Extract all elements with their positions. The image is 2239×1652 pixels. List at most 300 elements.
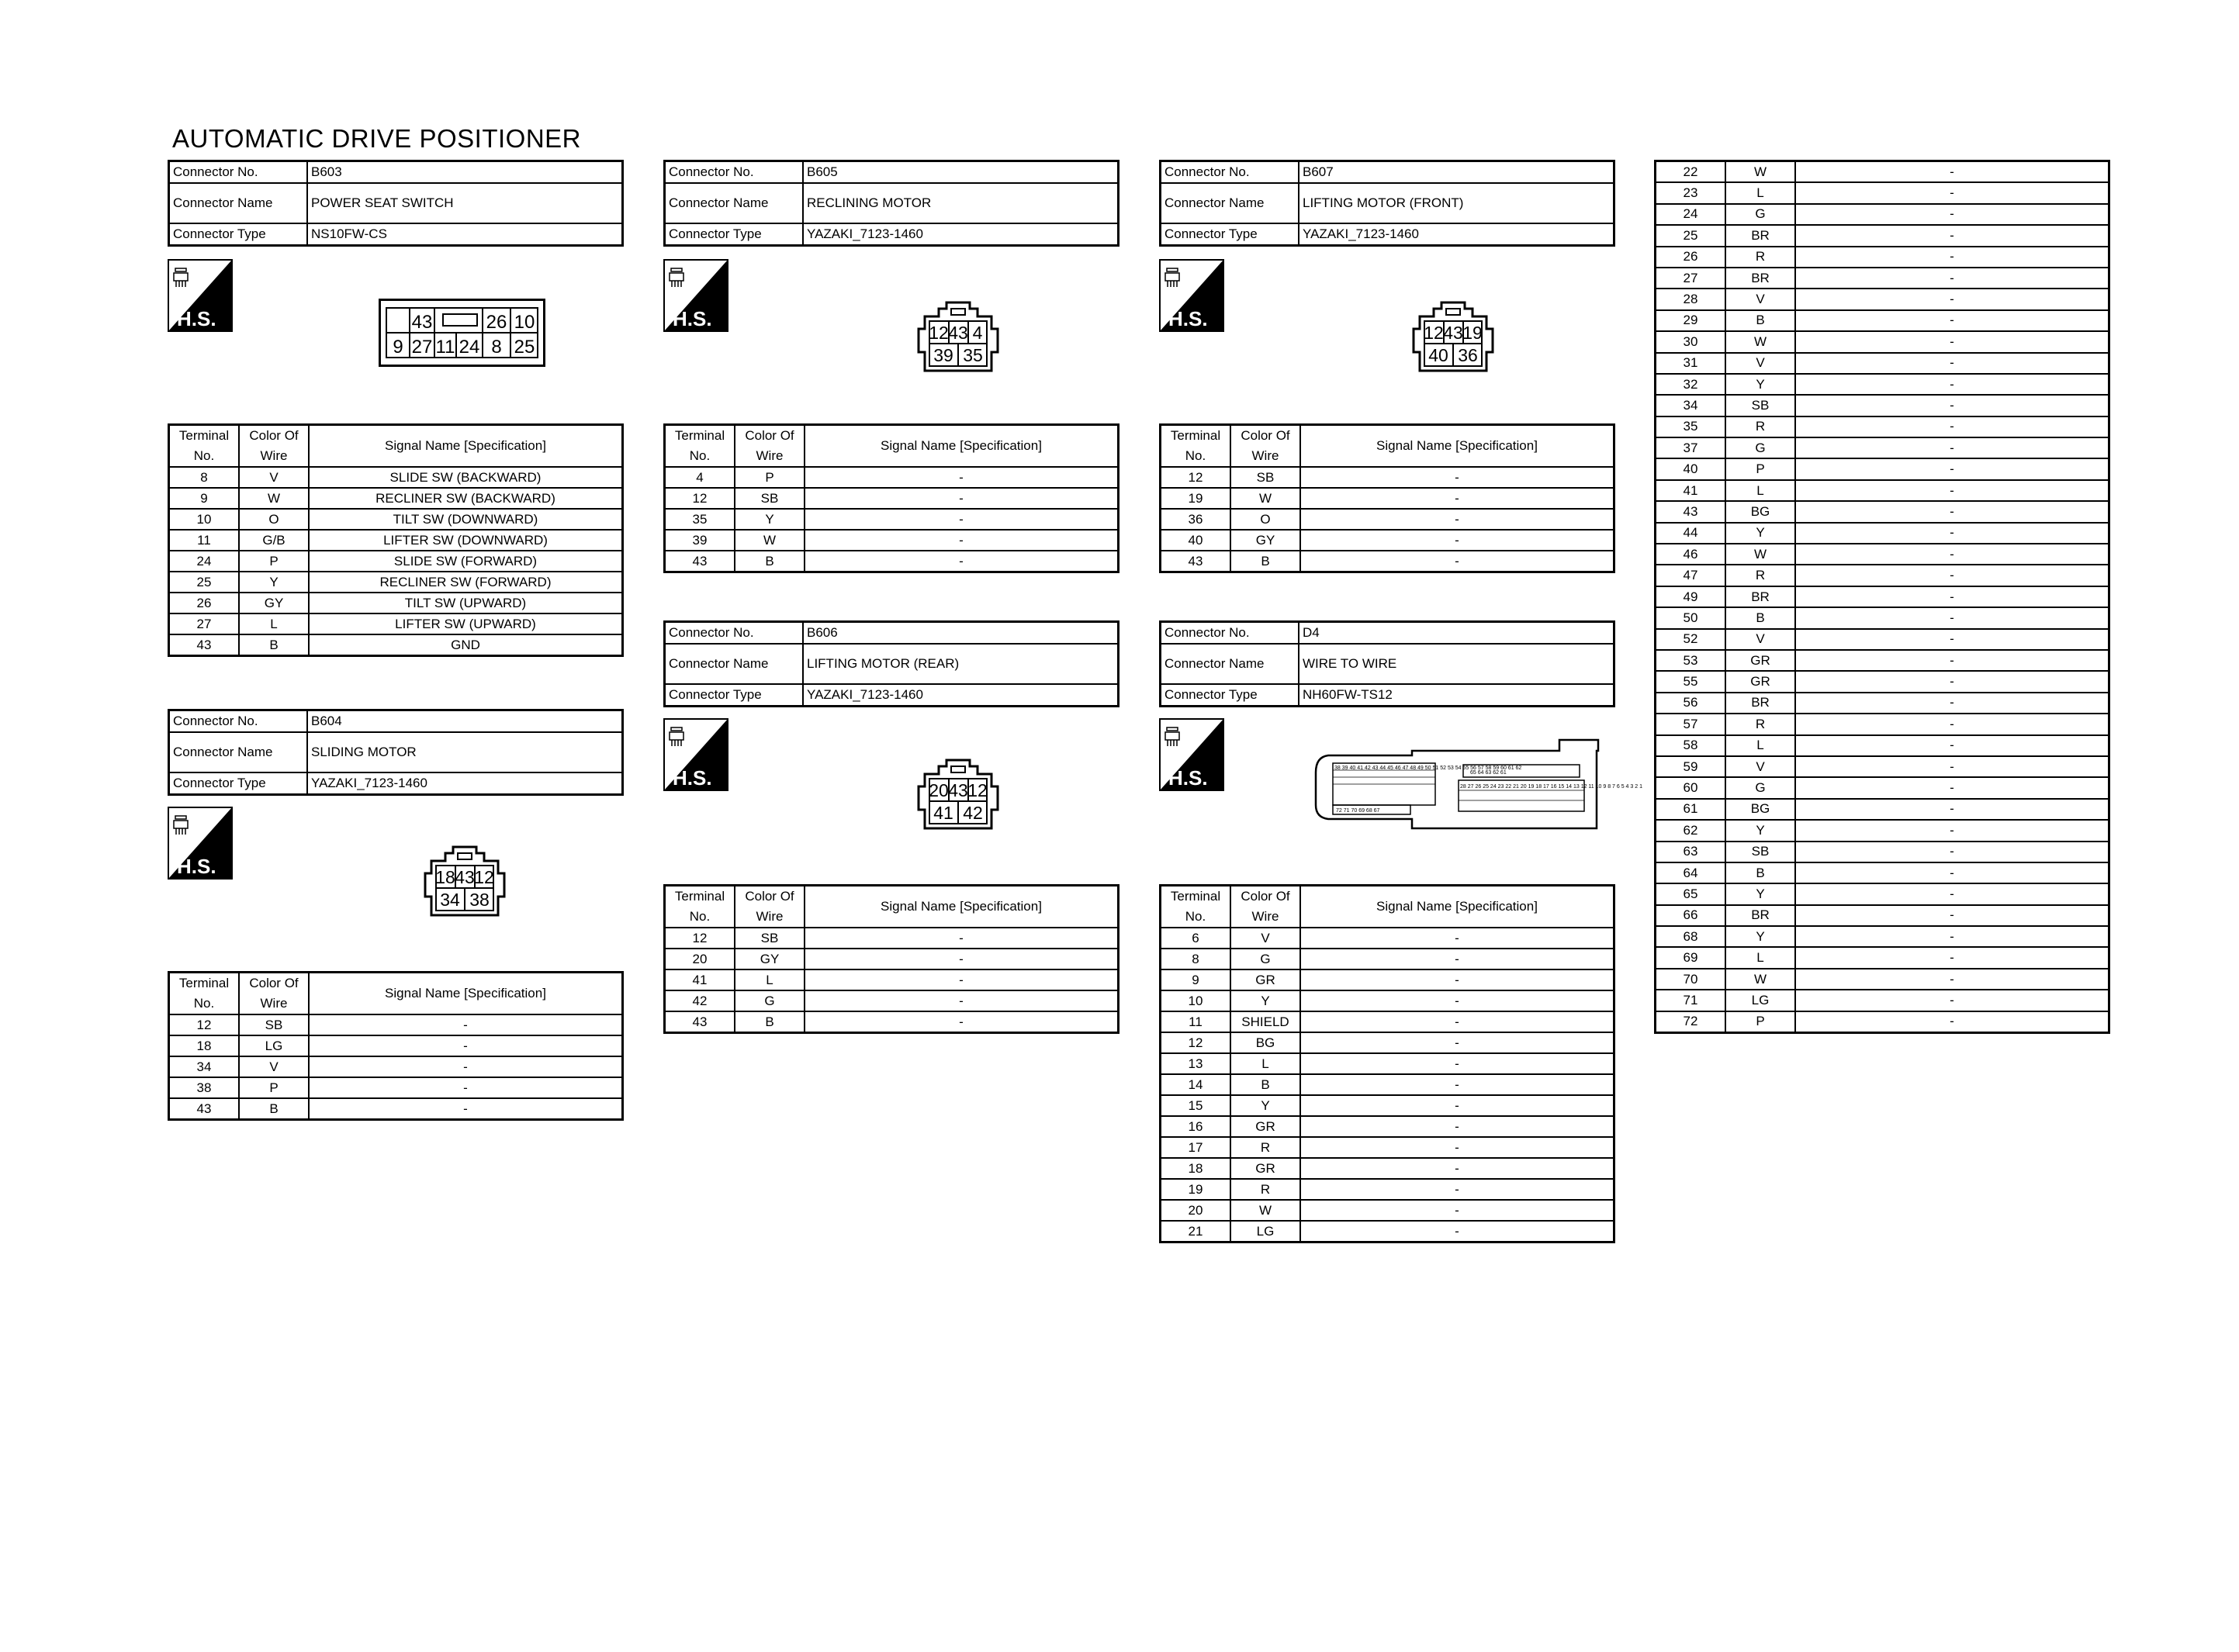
terminal-row <box>665 509 1119 530</box>
terminal-no: 71 <box>1656 990 1726 1011</box>
connector-no-label: Connector No. <box>1161 161 1299 184</box>
terminal-row <box>1656 565 2109 586</box>
terminal-row <box>1656 777 2109 798</box>
signal-name: - <box>1795 926 2109 947</box>
wire-color: G <box>1725 777 1795 798</box>
signal-name: LIFTER SW (DOWNWARD) <box>309 530 623 551</box>
terminal-no: 37 <box>1656 437 1726 458</box>
terminal-row <box>1656 586 2109 607</box>
terminal-no: 27 <box>1656 268 1726 289</box>
d4-connector-face <box>1311 734 1642 835</box>
signal-name: - <box>805 551 1119 572</box>
pin-label: 12 <box>474 867 494 887</box>
wire-color: Y <box>1725 883 1795 904</box>
pin-label: 11 <box>435 337 455 358</box>
wire-color: W <box>239 488 309 509</box>
color-header: Color Of <box>745 889 794 904</box>
terminal-no: 69 <box>1656 947 1726 968</box>
hs-label: H.S. <box>1168 307 1208 330</box>
signal-name: TILT SW (UPWARD) <box>309 593 623 613</box>
wire-color: V <box>1725 756 1795 777</box>
signal-name: - <box>309 1098 623 1120</box>
connector-d4-terminals <box>1159 884 1615 1243</box>
wire-color: SB <box>239 1014 309 1035</box>
connector-no-label: Connector No. <box>665 161 804 184</box>
wire-color: G <box>735 990 805 1011</box>
pin-label: 40 <box>1428 345 1448 365</box>
terminal-row <box>665 949 1119 969</box>
terminal-no: 8 <box>169 467 240 488</box>
harness-side-icon <box>168 259 233 332</box>
pin-label: 10 <box>514 312 535 333</box>
wire-color: G <box>1725 437 1795 458</box>
b607-connector-face <box>1396 295 1509 380</box>
color-header: Color Of <box>1241 889 1290 904</box>
terminal-row <box>1656 926 2109 947</box>
terminal-row <box>665 1011 1119 1033</box>
terminal-row <box>169 1035 623 1056</box>
terminal-no: 24 <box>169 551 240 572</box>
signal-name: - <box>1795 735 2109 756</box>
terminal-row <box>169 1014 623 1035</box>
connector-type-value: NS10FW-CS <box>307 223 623 246</box>
terminal-no: 11 <box>169 530 240 551</box>
signal-header: Signal Name [Specification] <box>805 886 1119 928</box>
no-header: No. <box>1185 909 1206 924</box>
terminal-no: 43 <box>665 1011 735 1033</box>
connector-b605-info <box>663 160 1120 247</box>
terminal-no: 26 <box>1656 247 1726 268</box>
wire-color: V <box>1725 629 1795 650</box>
wire-header: Wire <box>756 909 784 924</box>
terminal-table <box>663 884 1120 1034</box>
connector-b604-info <box>168 709 624 796</box>
terminal-row <box>1656 650 2109 671</box>
pin-label: 19 <box>1462 323 1483 343</box>
connector-type-label: Connector Type <box>169 772 308 795</box>
wire-color: V <box>239 467 309 488</box>
terminal-no: 11 <box>1161 1011 1231 1032</box>
terminal-no: 42 <box>665 990 735 1011</box>
wire-color: V <box>1725 289 1795 309</box>
wire-color: B <box>239 634 309 656</box>
terminal-row <box>169 634 623 656</box>
signal-name: - <box>1795 353 2109 374</box>
pin-label: 41 <box>933 803 953 823</box>
terminal-row <box>1656 374 2109 395</box>
color-header: Color Of <box>249 976 299 990</box>
no-header: No. <box>1185 448 1206 463</box>
terminal-row <box>1161 1116 1614 1137</box>
terminal-row <box>1656 395 2109 416</box>
connector-name-label: Connector Name <box>1161 183 1299 223</box>
signal-name: - <box>805 969 1119 990</box>
terminal-row <box>169 509 623 530</box>
connector-no-label: Connector No. <box>169 161 308 184</box>
terminal-table <box>168 971 624 1121</box>
wire-color: SB <box>735 488 805 509</box>
terminal-no: 43 <box>169 1098 240 1120</box>
terminal-no: 12 <box>665 928 735 949</box>
connector-type-value: YAZAKI_7123-1460 <box>307 772 623 795</box>
terminal-row <box>1656 756 2109 777</box>
signal-name: - <box>1795 990 2109 1011</box>
signal-name: - <box>1795 842 2109 862</box>
signal-name: - <box>1300 990 1614 1011</box>
b605-connector-face <box>901 295 1014 380</box>
terminal-no: 31 <box>1656 353 1726 374</box>
terminal-table <box>663 423 1120 573</box>
terminal-row <box>1656 693 2109 714</box>
wire-color: Y <box>1725 926 1795 947</box>
signal-name: - <box>1300 1053 1614 1074</box>
terminal-no: 27 <box>169 613 240 634</box>
wire-color: Y <box>239 572 309 593</box>
no-header: No. <box>689 909 711 924</box>
signal-name: - <box>309 1077 623 1098</box>
terminal-no: 50 <box>1656 607 1726 628</box>
terminal-row <box>1656 225 2109 246</box>
wire-color: W <box>1230 488 1300 509</box>
pin-label: 4 <box>972 323 983 343</box>
signal-name: - <box>1300 1011 1614 1032</box>
terminal-no: 13 <box>1161 1053 1231 1074</box>
terminal-no: 61 <box>1656 799 1726 820</box>
wire-color: GR <box>1725 671 1795 692</box>
wire-color: O <box>239 509 309 530</box>
harness-side-icon <box>168 807 233 880</box>
wire-color: GR <box>1230 969 1300 990</box>
terminal-row <box>1656 905 2109 926</box>
terminal-no: 18 <box>1161 1158 1231 1179</box>
terminal-row <box>1656 416 2109 437</box>
connector-name-value: POWER SEAT SWITCH <box>307 183 623 223</box>
connector-type-label: Connector Type <box>665 684 804 707</box>
terminal-row <box>1161 1137 1614 1158</box>
wire-color: B <box>1230 551 1300 572</box>
connector-b605-terminals <box>663 423 1120 573</box>
terminal-no: 68 <box>1656 926 1726 947</box>
b604-connector-face <box>408 839 521 924</box>
signal-name: - <box>1795 777 2109 798</box>
signal-name: SLIDE SW (BACKWARD) <box>309 467 623 488</box>
pin-label: 27 <box>411 337 433 358</box>
signal-name: - <box>1300 1116 1614 1137</box>
signal-name: - <box>805 509 1119 530</box>
terminal-row <box>169 488 623 509</box>
terminal-no: 60 <box>1656 777 1726 798</box>
terminal-header: Terminal <box>178 428 230 443</box>
wire-color: L <box>1230 1053 1300 1074</box>
terminal-no: 20 <box>1161 1200 1231 1221</box>
terminal-row <box>1656 310 2109 331</box>
pin-label: 25 <box>514 337 535 358</box>
wire-color: BG <box>1725 799 1795 820</box>
terminal-no: 46 <box>1656 544 1726 565</box>
wire-color: SB <box>735 928 805 949</box>
signal-name: - <box>1795 947 2109 968</box>
no-header: No. <box>689 448 711 463</box>
wire-color: Y <box>1725 523 1795 544</box>
pin-label: 34 <box>440 890 460 910</box>
connector-b606-terminals <box>663 884 1120 1034</box>
signal-name: - <box>1300 1032 1614 1053</box>
terminal-row <box>1656 842 2109 862</box>
wire-color: L <box>1725 480 1795 501</box>
wire-color: LG <box>239 1035 309 1056</box>
pin-label: 12 <box>967 780 988 800</box>
connector-name-value: LIFTING MOTOR (FRONT) <box>1299 183 1614 223</box>
pin-label: 18 <box>435 867 455 887</box>
terminal-row <box>1161 1158 1614 1179</box>
terminal-row <box>665 551 1119 572</box>
terminal-row <box>169 1056 623 1077</box>
signal-name: - <box>1795 714 2109 734</box>
signal-name: - <box>1795 501 2109 522</box>
pin-label: 38 <box>469 890 490 910</box>
wire-color: G <box>1725 204 1795 225</box>
terminal-no: 29 <box>1656 310 1726 331</box>
connector-b604-terminals <box>168 971 624 1121</box>
terminal-row <box>1161 551 1614 572</box>
terminal-no: 43 <box>665 551 735 572</box>
signal-name: - <box>1795 225 2109 246</box>
wire-color: L <box>1725 735 1795 756</box>
terminal-no: 23 <box>1656 182 1726 203</box>
connector-no-label: Connector No. <box>169 710 308 733</box>
wire-color: B <box>735 551 805 572</box>
wire-color: R <box>1230 1179 1300 1200</box>
signal-name: - <box>1795 204 2109 225</box>
wire-color: V <box>1725 353 1795 374</box>
signal-name: - <box>1795 480 2109 501</box>
wire-color: P <box>735 467 805 488</box>
signal-name: - <box>1795 458 2109 479</box>
signal-name: - <box>309 1035 623 1056</box>
terminal-table <box>168 423 624 657</box>
terminal-no: 16 <box>1161 1116 1231 1137</box>
wire-header: Wire <box>1251 448 1279 463</box>
terminal-row <box>1656 671 2109 692</box>
color-header: Color Of <box>745 428 794 443</box>
terminal-header: Terminal <box>178 976 230 990</box>
wire-color: L <box>1725 947 1795 968</box>
signal-name: - <box>1795 247 2109 268</box>
terminal-no: 25 <box>169 572 240 593</box>
connector-no-value: B604 <box>307 710 623 733</box>
signal-name: - <box>805 1011 1119 1033</box>
terminal-no: 57 <box>1656 714 1726 734</box>
connector-name-value: RECLINING MOTOR <box>803 183 1119 223</box>
wire-color: BG <box>1725 501 1795 522</box>
terminal-row <box>169 467 623 488</box>
page-title: AUTOMATIC DRIVE POSITIONER <box>172 124 581 153</box>
wire-color: LG <box>1725 990 1795 1011</box>
terminal-no: 40 <box>1161 530 1231 551</box>
pin-label: 20 <box>929 780 949 800</box>
signal-name: - <box>1795 693 2109 714</box>
terminal-no: 36 <box>1161 509 1231 530</box>
signal-name: - <box>1795 395 2109 416</box>
wire-color: B <box>1230 1074 1300 1095</box>
signal-name: - <box>1795 969 2109 990</box>
d4-pin-labels: 65 64 63 62 61 <box>1470 770 1507 776</box>
signal-name: - <box>1795 883 2109 904</box>
terminal-no: 52 <box>1656 629 1726 650</box>
terminal-no: 43 <box>1656 501 1726 522</box>
terminal-row <box>169 1077 623 1098</box>
terminal-no: 47 <box>1656 565 1726 586</box>
terminal-no: 55 <box>1656 671 1726 692</box>
terminal-no: 35 <box>665 509 735 530</box>
terminal-row <box>1161 1011 1614 1032</box>
terminal-row <box>1161 1200 1614 1221</box>
terminal-no: 64 <box>1656 862 1726 883</box>
connector-name-label: Connector Name <box>665 183 804 223</box>
connector-b606-info <box>663 620 1120 707</box>
wire-color: BR <box>1725 268 1795 289</box>
terminal-no: 32 <box>1656 374 1726 395</box>
terminal-row <box>1656 862 2109 883</box>
terminal-no: 72 <box>1656 1011 1726 1033</box>
signal-name: - <box>1795 523 2109 544</box>
signal-name: - <box>805 949 1119 969</box>
signal-name: - <box>1795 799 2109 820</box>
connector-no-value: D4 <box>1299 622 1614 645</box>
terminal-no: 19 <box>1161 488 1231 509</box>
terminal-row <box>1656 268 2109 289</box>
pin-label: 43 <box>948 323 968 343</box>
signal-name: - <box>805 990 1119 1011</box>
signal-name: - <box>1300 1095 1614 1116</box>
signal-name: - <box>1795 289 2109 309</box>
terminal-no: 12 <box>1161 467 1231 488</box>
harness-side-icon <box>663 718 728 791</box>
signal-name: - <box>805 467 1119 488</box>
color-header: Color Of <box>1241 428 1290 443</box>
wire-color: R <box>1725 565 1795 586</box>
signal-header: Signal Name [Specification] <box>309 425 623 468</box>
wire-color: GY <box>1230 530 1300 551</box>
wire-color: B <box>1725 862 1795 883</box>
terminal-no: 15 <box>1161 1095 1231 1116</box>
wire-color: BR <box>1725 693 1795 714</box>
connector-b603-info <box>168 160 624 247</box>
terminal-no: 19 <box>1161 1179 1231 1200</box>
wire-color: R <box>1725 714 1795 734</box>
wire-color: G <box>1230 949 1300 969</box>
terminal-row <box>1161 928 1614 949</box>
wire-color: GR <box>1230 1158 1300 1179</box>
connector-type-value: YAZAKI_7123-1460 <box>803 223 1119 246</box>
connector-d4-terminals-continued <box>1654 160 2110 1034</box>
terminal-row <box>1656 990 2109 1011</box>
terminal-no: 59 <box>1656 756 1726 777</box>
terminal-row <box>1161 1032 1614 1053</box>
connector-name-label: Connector Name <box>169 732 308 772</box>
connector-no-value: B605 <box>803 161 1119 184</box>
connector-no-value: B606 <box>803 622 1119 645</box>
connector-no-label: Connector No. <box>1161 622 1299 645</box>
signal-header: Signal Name [Specification] <box>1300 886 1614 928</box>
terminal-row <box>169 613 623 634</box>
terminal-row <box>1656 820 2109 841</box>
terminal-no: 18 <box>169 1035 240 1056</box>
connector-name-label: Connector Name <box>1161 644 1299 684</box>
connector-name-label: Connector Name <box>169 183 308 223</box>
wire-color: GR <box>1230 1116 1300 1137</box>
wire-color: P <box>239 1077 309 1098</box>
terminal-row <box>665 928 1119 949</box>
wire-color: L <box>1725 182 1795 203</box>
connector-type-label: Connector Type <box>1161 684 1299 707</box>
terminal-no: 58 <box>1656 735 1726 756</box>
terminal-no: 17 <box>1161 1137 1231 1158</box>
connector-b603-terminals <box>168 423 624 657</box>
terminal-row <box>1656 714 2109 734</box>
signal-name: - <box>1300 969 1614 990</box>
terminal-row <box>169 551 623 572</box>
terminal-no: 62 <box>1656 820 1726 841</box>
terminal-no: 9 <box>169 488 240 509</box>
wire-color: V <box>239 1056 309 1077</box>
signal-header: Signal Name [Specification] <box>1300 425 1614 468</box>
pin-label: 12 <box>929 323 949 343</box>
terminal-no: 10 <box>1161 990 1231 1011</box>
signal-name: - <box>309 1056 623 1077</box>
terminal-row <box>665 990 1119 1011</box>
no-header: No. <box>193 448 215 463</box>
wire-header: Wire <box>756 448 784 463</box>
terminal-row <box>1656 629 2109 650</box>
connector-type-label: Connector Type <box>1161 223 1299 246</box>
signal-name: - <box>1795 607 2109 628</box>
terminal-row <box>1656 458 2109 479</box>
wire-color: G/B <box>239 530 309 551</box>
signal-name: - <box>1795 182 2109 203</box>
terminal-no: 65 <box>1656 883 1726 904</box>
terminal-header: Terminal <box>1170 428 1221 443</box>
terminal-no: 28 <box>1656 289 1726 309</box>
terminal-row <box>1656 544 2109 565</box>
pin-label: 43 <box>948 780 968 800</box>
signal-name: - <box>309 1014 623 1035</box>
terminal-row <box>1656 735 2109 756</box>
terminal-row <box>1656 247 2109 268</box>
terminal-no: 4 <box>665 467 735 488</box>
terminal-row <box>1161 467 1614 488</box>
terminal-table-continued <box>1654 160 2110 1034</box>
signal-name: - <box>1300 488 1614 509</box>
wire-color: W <box>735 530 805 551</box>
signal-name: - <box>1795 650 2109 671</box>
signal-name: - <box>805 488 1119 509</box>
signal-name: - <box>805 530 1119 551</box>
signal-name: GND <box>309 634 623 656</box>
signal-name: - <box>1795 1011 2109 1033</box>
pin-label: 8 <box>491 337 502 358</box>
signal-name: - <box>1795 905 2109 926</box>
wire-color: LG <box>1230 1221 1300 1242</box>
wire-color: W <box>1725 161 1795 183</box>
terminal-row <box>1161 949 1614 969</box>
terminal-row <box>665 488 1119 509</box>
wire-color: O <box>1230 509 1300 530</box>
pin-label: 43 <box>455 867 475 887</box>
wire-color: SHIELD <box>1230 1011 1300 1032</box>
signal-name: - <box>1795 437 2109 458</box>
signal-name: - <box>1795 820 2109 841</box>
